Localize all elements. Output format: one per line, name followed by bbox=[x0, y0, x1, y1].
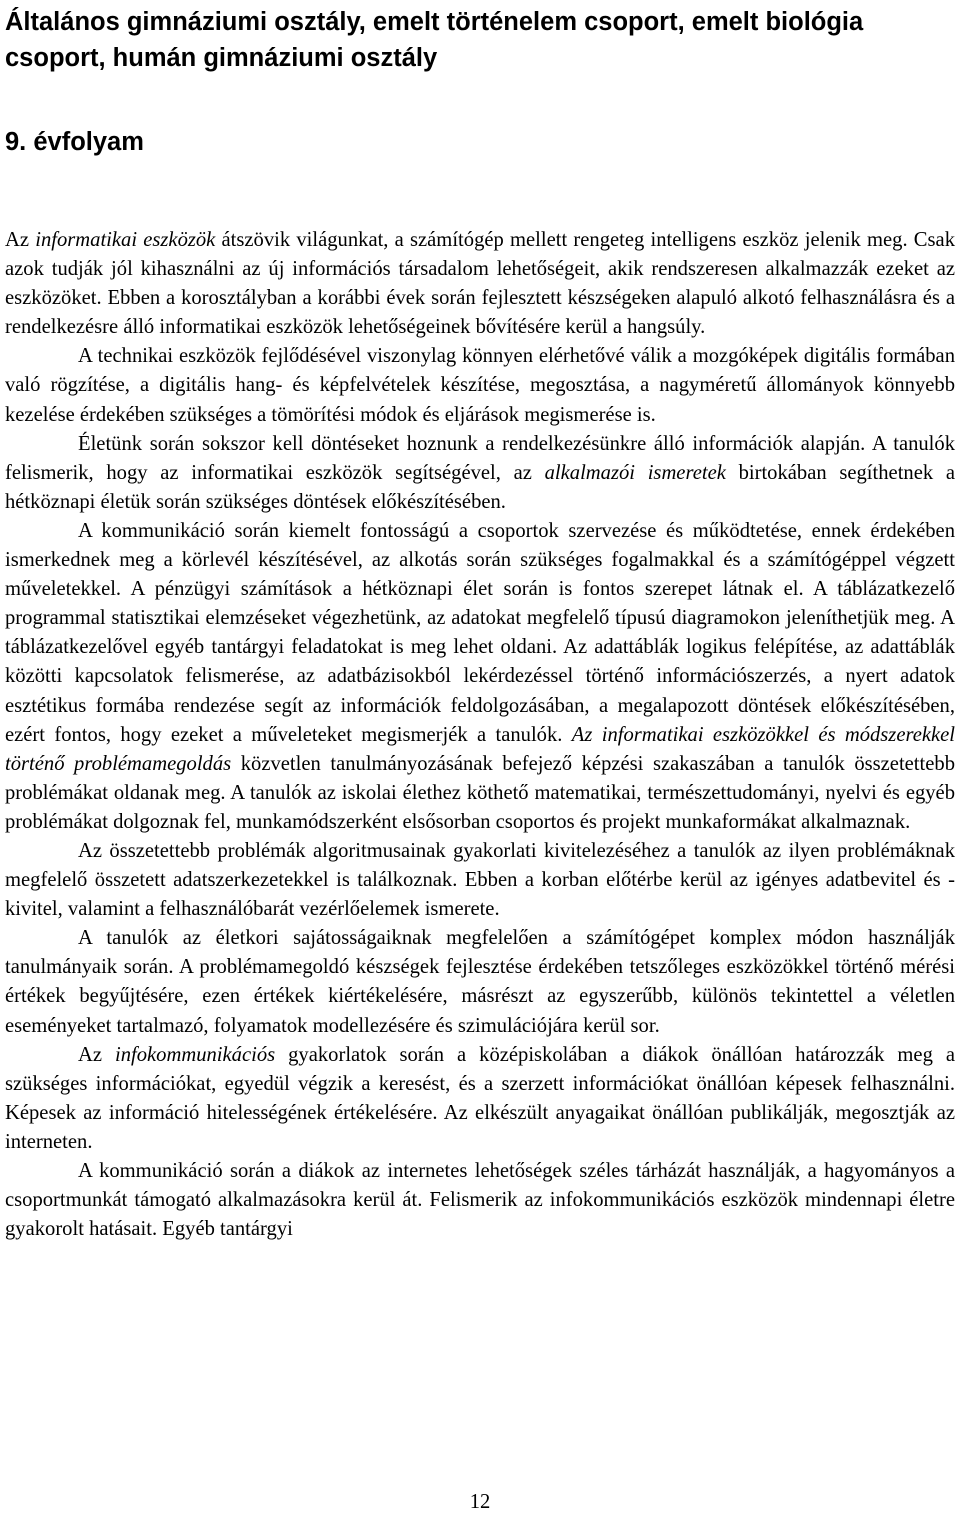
text-run: átszövik világunkat, a számítógép mellett rengeteg intelligens eszköz jelenik meg. Csak azok tudják jól kihasználni az új információs társadalom lehetőségeit, akik rendszeresen alkalmazzák ezeket az eszközöket. Ebben a korosztályban a korábbi évek során fejlesztett készségeken alapuló alkotó felhasználásra és a rendelkezésre álló informatikai eszközök lehetőségeinek bővítésére kerül a hangsúly. bbox=[5, 229, 955, 339]
text-run: Az bbox=[78, 1043, 115, 1066]
paragraph bbox=[5, 837, 955, 924]
paragraph bbox=[5, 924, 955, 1040]
text-run: Az összetettebb problémák algoritmusainak gyakorlati kivitelezéséhez a tanulók az ilyen problémáknak megfelelő összetett adatszerkezetekkel is találkoznak. Ebben a korban előtérbe kerül az igényes adatbevitel és -kivitel, valamint a felhasználóbarát vezérlőelemek ismerete. bbox=[5, 839, 955, 921]
text-run: A kommunikáció során a diákok az internetes lehetőségek széles tárházát használják, a hagyományos a csoportmunkát támogató alkalmazásokra kerül át. Felismerik az infokommunikációs eszközök mindennapi életre gyakorolt hatásait. Egyéb tantárgyi bbox=[5, 1160, 955, 1241]
italic-text-run: informatikai eszközök bbox=[35, 229, 216, 251]
text-run: gyakorlatok során a középiskolában a diákok önállóan határozzák meg a szükséges információkat, egyedül végzik a keresést, és a szerzett információkat önállóan képesek felhasználni. Képesek az információ hitelességének értékelésére. Az elkészült anyagaikat önállóan publikálják, megosztják az interneten. bbox=[5, 1043, 955, 1153]
text-run: közvetlen tanulmányozásának befejező képzési szakaszában a tanulók összetettebb problémákat oldanak meg. A tanulók az iskolai élethez köthető matematikai, természettudományi, nyelvi és egyéb problémákat dolgoznak fel, munkamódszerként elsősorban csoportos és projekt munkaformákat alkalmaznak. bbox=[5, 752, 955, 833]
italic-text-run: Az informatikai eszközökkel és módszerekkel történő problémamegoldás bbox=[5, 723, 955, 775]
page-number: 12 bbox=[469, 1491, 491, 1513]
grade-heading: 9. évfolyam bbox=[5, 128, 144, 156]
italic-text-run: alkalmazói ismeretek bbox=[544, 461, 726, 484]
body-text bbox=[5, 226, 955, 1244]
italic-text-run: infokommunikációs bbox=[115, 1043, 276, 1066]
paragraph bbox=[5, 342, 955, 429]
text-run: A tanulók az életkori sajátosságaiknak megfelelően a számítógépet komplex módon használják tanulmányaik során. A problémamegoldó készségek fejlesztése érdekében tetszőleges eszközökkel történő mérési értékek begyűjtésére, ezen értékek kiértékelésére, másrészt az egyszerűbb, különös tekintettel a véletlen eseményeket tartalmazó, folyamatok modellezésére és szimulációjára kerül sor. bbox=[5, 927, 955, 1037]
paragraph bbox=[5, 430, 955, 517]
text-run: Az bbox=[5, 229, 36, 251]
paragraph bbox=[5, 517, 955, 837]
document-title: Általános gimnáziumi osztály, emelt történelem csoport, emelt biológia csoport, humán gimnáziumi osztály bbox=[5, 8, 864, 72]
paragraph bbox=[5, 1041, 955, 1157]
paragraph bbox=[5, 226, 955, 342]
paragraph bbox=[5, 1157, 955, 1244]
text-run: A kommunikáció során kiemelt fontosságú a csoportok szervezése és működtetése, ennek érdekében ismerkednek meg a körlevél készítésével, az alkotás során szükséges fogalmakkal és a számítógéppel végzett műveletekkel. A pénzügyi számítások a hétköznapi élet során is fontos szerepet látnak el. A táblázatkezelő programmal statisztikai elemzéseket végezhetünk, az adatokat megfelelő típusú diagramokon jeleníthetjük meg. A táblázatkezelővel egyéb tantárgyi feladatokat is meg lehet oldani. Az adattáblák logikus felépítése, az adattáblák közötti kapcsolatok felismerése, az adatbázisokból lekérdezéssel történő információszerzés, a nyert adatok esztétikus formába rendezése segít az információk feldolgozásában, a megalapozott döntések előkészítésében, ezért fontos, hogy ezeket a műveleteket megismerjék a tanulók. bbox=[5, 519, 955, 746]
text-run: Életünk során sokszor kell döntéseket hoznunk a rendelkezésünkre álló információk alapján. A tanulók felismerik, hogy az informatikai eszközök segítségével, az bbox=[5, 432, 955, 484]
text-run: A technikai eszközök fejlődésével viszonylag könnyen elérhetővé válik a mozgóképek digitális formában való rögzítése, a digitális hang- és képfelvételek készítése, megosztása, a nagyméretű állományok könnyebb kezelése érdekében szükséges a tömörítési módok és eljárások megismerése is. bbox=[5, 345, 955, 426]
text-run: birtokában segíthetnek a hétköznapi életük során szükséges döntések előkészítésében. bbox=[5, 461, 955, 513]
